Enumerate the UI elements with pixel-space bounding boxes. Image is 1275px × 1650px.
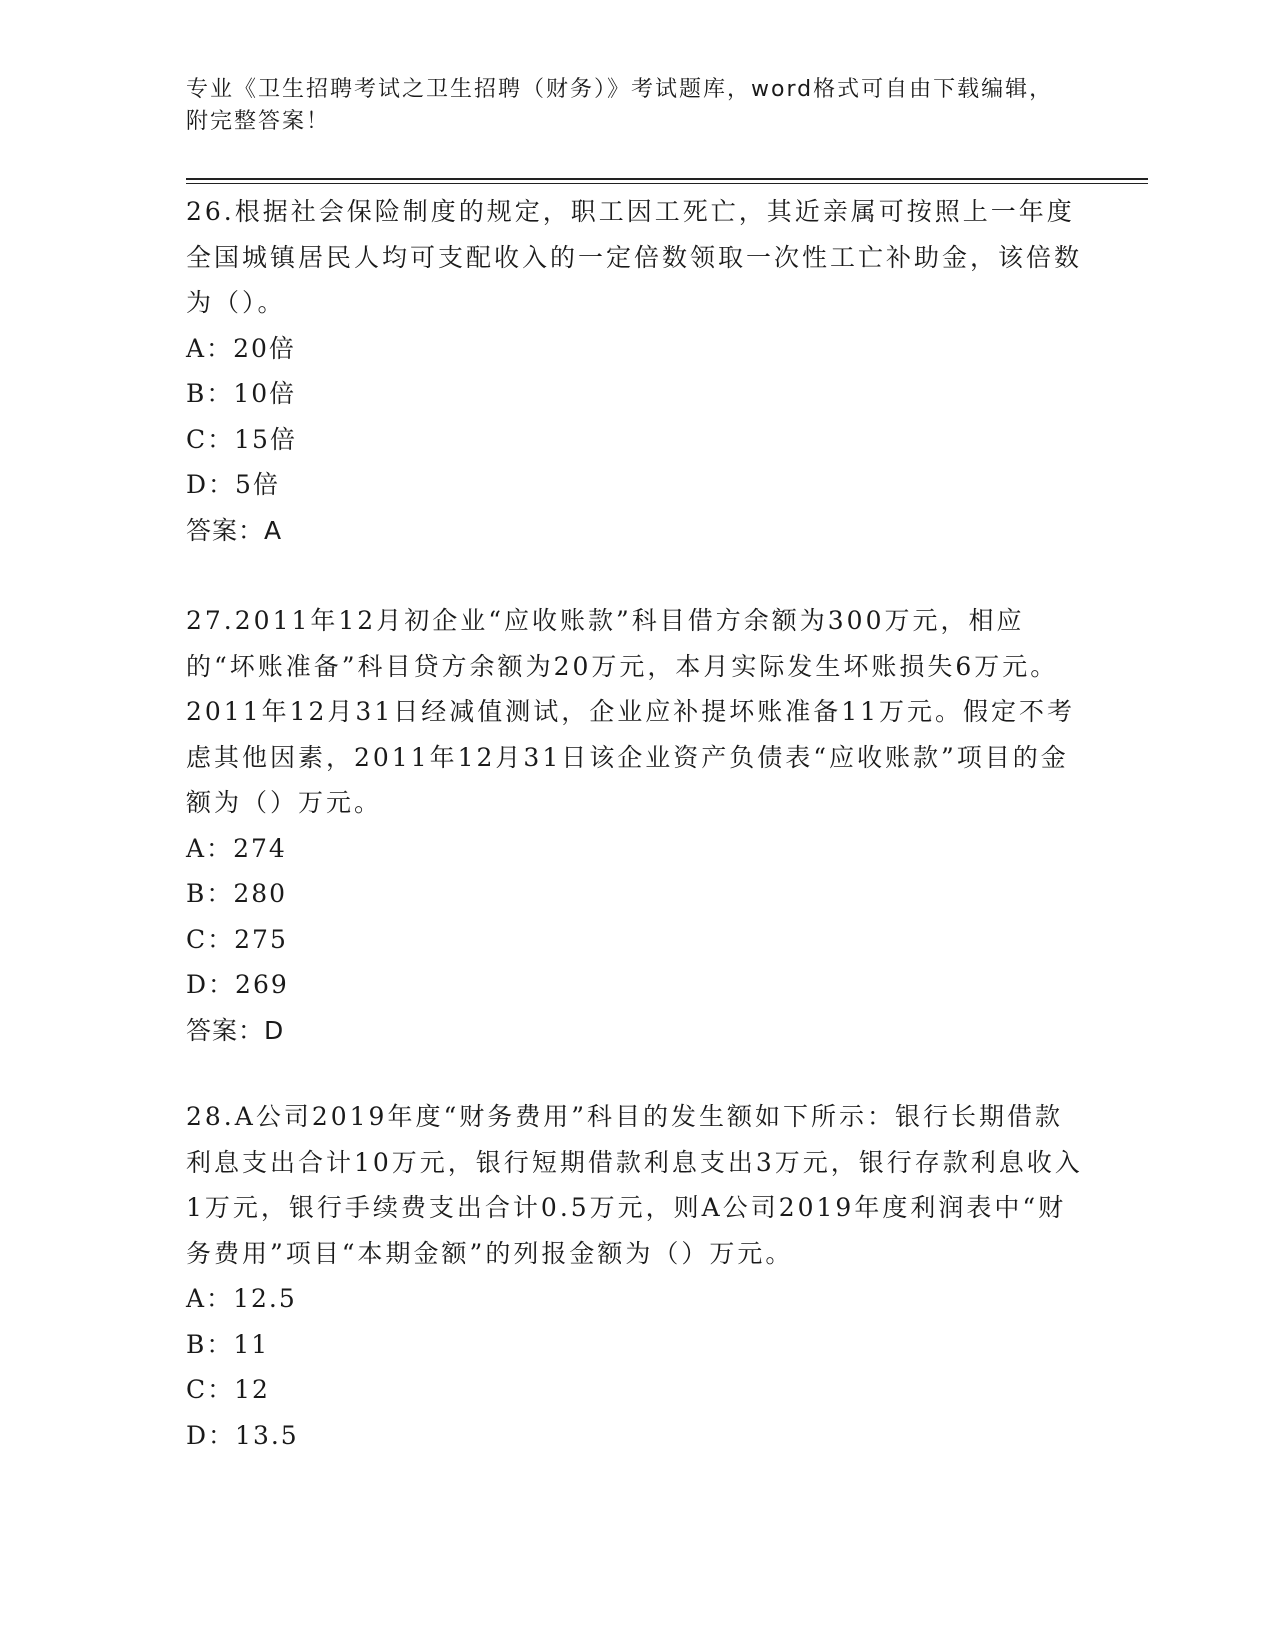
option-a (186, 1276, 1086, 1322)
option-value: 15倍 (234, 424, 297, 454)
question-number: 28. (186, 1102, 235, 1131)
option-a (186, 826, 1086, 872)
option-label: B： (186, 1329, 234, 1359)
question-number: 27. (186, 606, 235, 635)
header-divider-top (186, 178, 1148, 180)
option-c (186, 917, 1086, 963)
option-value: 12 (234, 1375, 270, 1404)
question-text: 根据社会保险制度的规定，职工因工死亡，其近亲属可按照上一年度全国城镇居民人均可支配收入的一定倍数领取一次性工亡补助金，该倍数为（）。 (186, 197, 1083, 317)
option-a (186, 326, 1086, 372)
question-stem (186, 1094, 1086, 1276)
option-label: C： (186, 924, 235, 954)
option-d (186, 1413, 1086, 1459)
option-label: A： (186, 833, 234, 863)
option-value: 20倍 (233, 333, 296, 363)
option-value: 280 (233, 879, 288, 908)
option-label: D： (186, 1420, 236, 1450)
answer-line: 答案：D (186, 1015, 285, 1045)
option-label: D： (186, 970, 236, 999)
option-label: A： (186, 1284, 234, 1313)
option-c (186, 1367, 1086, 1413)
option-label: B： (186, 379, 234, 408)
option-d (186, 962, 1086, 1008)
option-label: B： (186, 879, 234, 908)
option-c (186, 417, 1086, 463)
option-value: 10倍 (233, 379, 297, 408)
option-value: 275 (234, 924, 288, 954)
question-28 (186, 1094, 1086, 1458)
option-label: A： (186, 333, 234, 363)
option-b (186, 371, 1086, 417)
option-value: 274 (233, 833, 287, 863)
question-number: 26. (186, 197, 235, 226)
option-label: C： (186, 1375, 235, 1404)
question-stem (186, 189, 1086, 326)
question-text: A公司2019年度“财务费用”科目的发生额如下所示：银行长期借款利息支出合计10万元，银行短期借款利息支出3万元，银行存款利息收入1万元，银行手续费支出合计0.5万元，则A公司2019年度利润表中“财务费用”项目“本期金额”的列报金额为（）万元。 (186, 1102, 1083, 1268)
question-stem (186, 598, 1086, 826)
option-value: 11 (233, 1329, 270, 1359)
option-label: D： (186, 470, 236, 499)
question-text: 2011年12月初企业“应收账款”科目借方余额为300万元，相应的“坏账准备”科目贷方余额为20万元，本月实际发生坏账损失6万元。2011年12月31日经减值测试，企业应补提坏账准备11万元。假定不考虑其他因素，2011年12月31日该企业资产负债表“应收账款”项目的金额为（）万元。 (186, 606, 1076, 817)
header-intro-text: 专业《卫生招聘考试之卫生招聘（财务）》考试题库，word格式可自由下载编辑，附完整答案！ (186, 77, 1054, 134)
document-header (186, 74, 1066, 138)
option-value: 5倍 (235, 470, 280, 499)
option-value: 269 (235, 970, 289, 999)
option-d (186, 462, 1086, 508)
option-label: C： (186, 424, 235, 454)
option-b (186, 1322, 1086, 1368)
question-27 (186, 598, 1086, 1053)
answer-line: 答案：A (186, 515, 283, 545)
option-value: 12.5 (233, 1284, 297, 1313)
option-value: 13.5 (235, 1420, 299, 1450)
header-divider-bottom (186, 183, 1148, 184)
question-26 (186, 189, 1086, 553)
option-b (186, 871, 1086, 917)
